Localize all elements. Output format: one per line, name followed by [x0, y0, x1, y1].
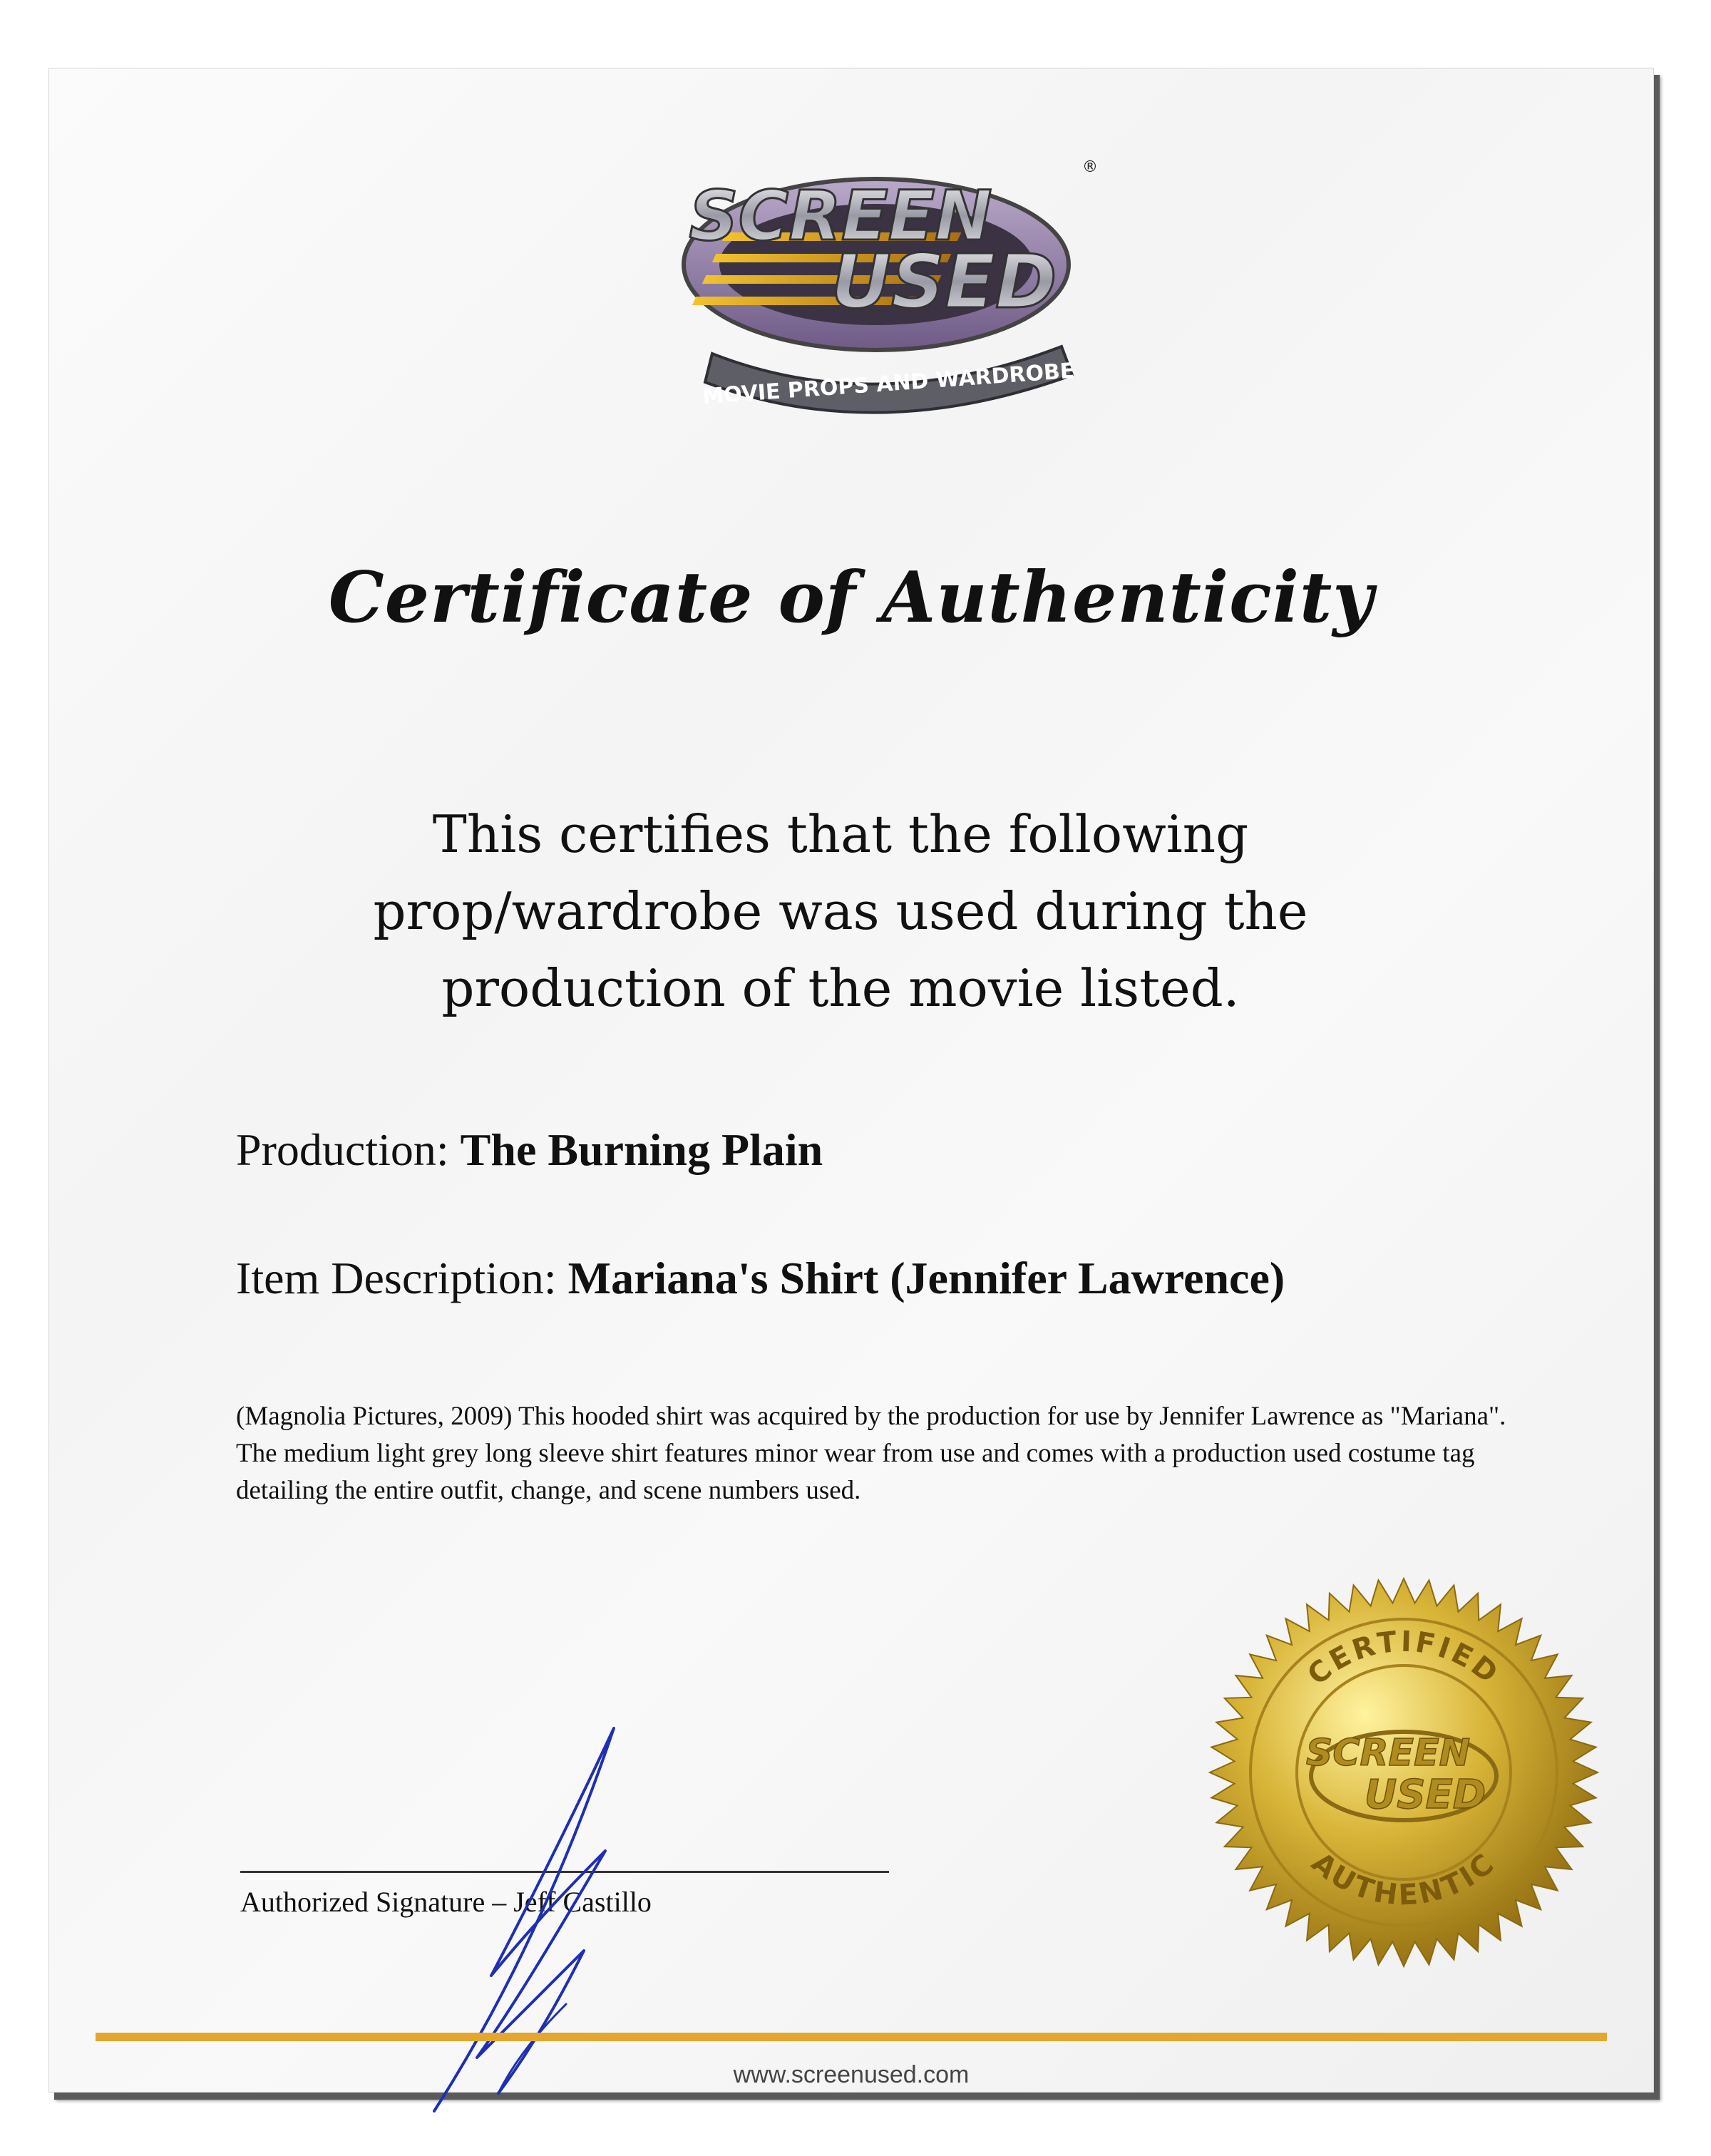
screen-used-logo	[662, 140, 1104, 425]
signature-caption: Authorized Signature – Jeff Castillo	[240, 1886, 652, 1918]
seal-word-screen: SCREEN	[1305, 1732, 1471, 1775]
certificate-title: Certificate of Authenticity	[328, 557, 1375, 639]
logo-tagline: MOVIE PROPS AND WARDROBE	[702, 358, 1076, 410]
logo-word-used: USED	[831, 238, 1057, 325]
item-details-paragraph: (Magnolia Pictures, 2009) This hooded shirt was acquired by the production for use by Jennifer Lawrence as "Mariana". The medium light grey long sleeve shirt features minor wear from use and comes with a production used costume tag detailing the entire outfit, change, and scene numbers used.	[236, 1402, 1506, 1505]
item-description-label: Item Description:	[236, 1253, 557, 1303]
registered-mark: ®	[1082, 158, 1098, 176]
seal-top-text: CERTIFIED	[1301, 1625, 1506, 1692]
gold-divider-rule	[96, 2033, 1607, 2041]
certification-statement: This certifies that the following prop/wardrobe was used during the production of the movie listed.	[373, 804, 1308, 1018]
production-value: The Burning Plain	[460, 1124, 823, 1175]
production-field	[236, 1124, 823, 1176]
certified-authentic-seal	[1204, 1573, 1603, 1972]
certificate-sheet	[48, 68, 1654, 2093]
seal-bottom-text: AUTHENTIC	[1305, 1846, 1503, 1912]
item-description-value: Mariana's Shirt (Jennifer Lawrence)	[567, 1253, 1285, 1303]
item-description-field	[236, 1252, 1285, 1305]
seal-word-used: USED	[1364, 1772, 1486, 1818]
production-label: Production:	[236, 1124, 449, 1175]
footer-website: www.screenused.com	[733, 2061, 970, 2088]
logo-word-screen: SCREEN	[689, 176, 992, 256]
